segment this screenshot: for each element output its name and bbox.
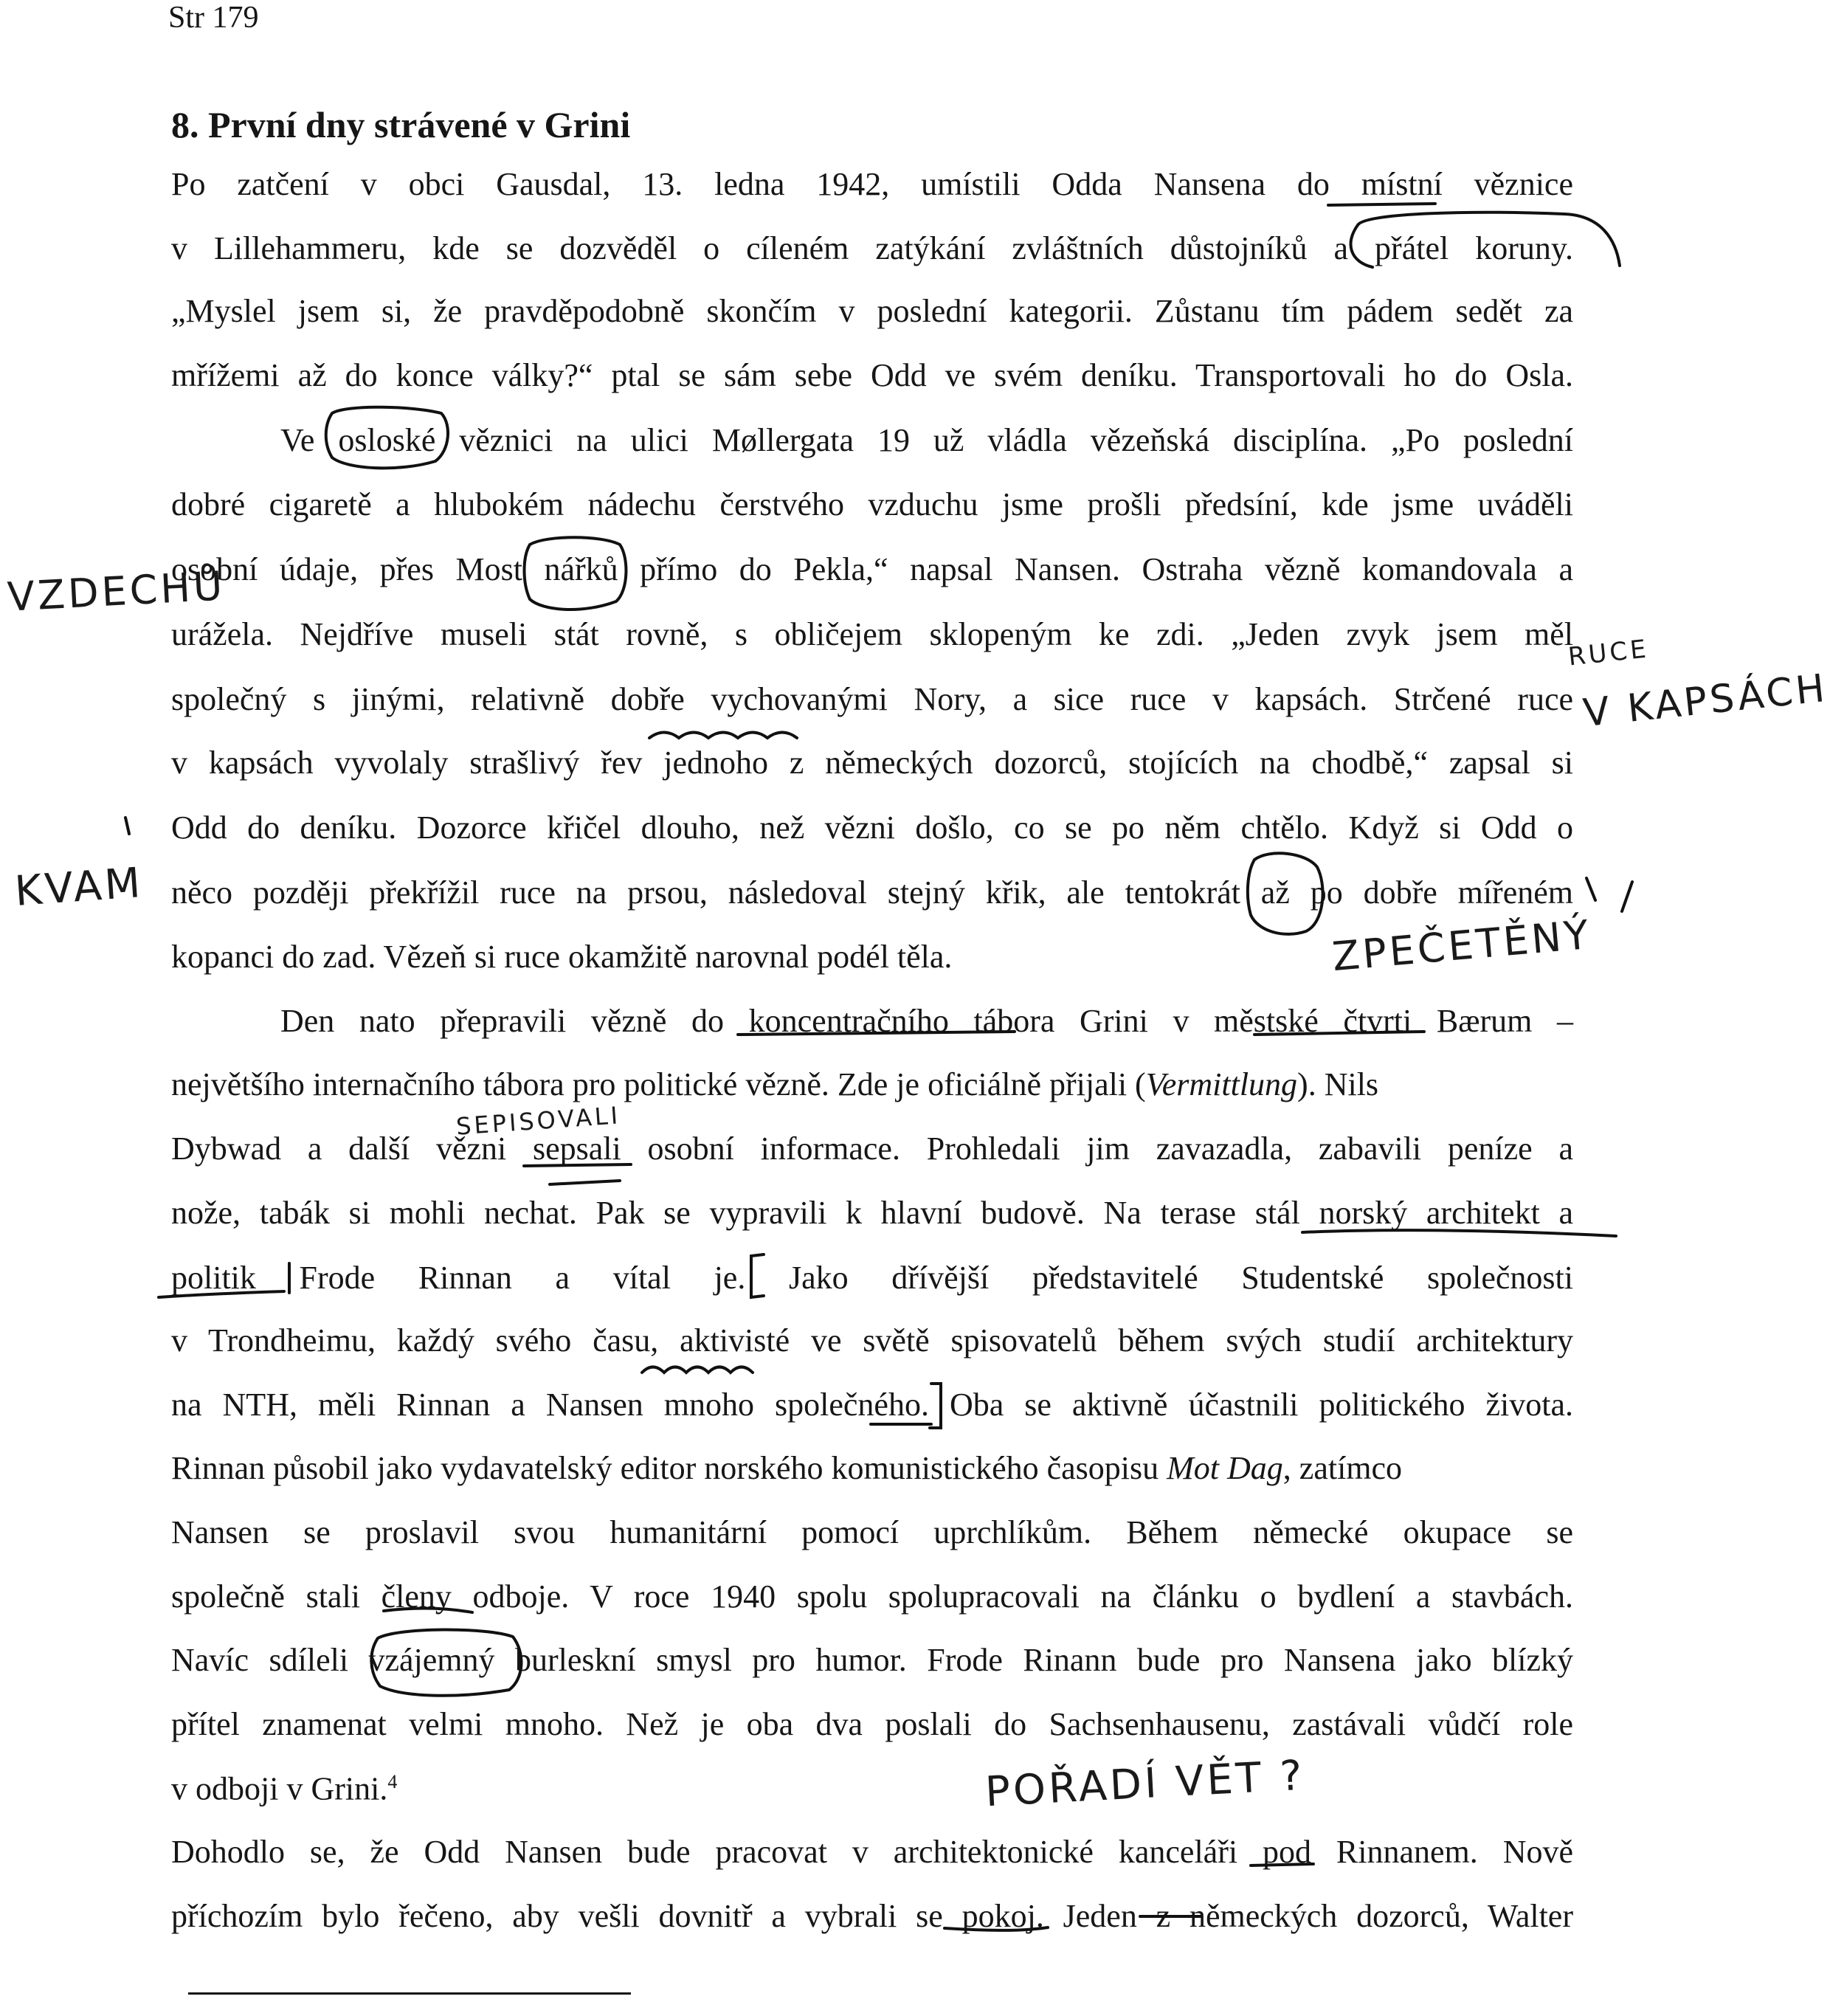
text-line: Navíc sdíleli vzájemný burleskní smysl pro humor. Frode Rinann bude pro Nansena jako blízký (171, 1642, 1573, 1678)
wavy-underline-mark (642, 1367, 753, 1373)
underline-mark (384, 1608, 472, 1612)
bracket-mark (751, 1254, 764, 1297)
text-line: osobní údaje, přes Most nářků přímo do Pekla,“ napsal Nansen. Ostraha vězně komandovala a (171, 551, 1573, 587)
text-line: „Myslel jsem si, že pravděpodobně skončím v poslední kategorii. Zůstanu tím pádem sedět za (171, 293, 1573, 329)
text-line: v Trondheimu, každý svého času, aktivisté ve světě spisovatelů během svých studií architektury (171, 1322, 1573, 1359)
text-line: Den nato přepravili vězně do koncentračního tábora Grini v městské čtvrti Bærum – (280, 1003, 1573, 1039)
text-line: Odd do deníku. Dozorce křičel dlouho, než vězni došlo, co se po něm chtělo. Když si Odd o (171, 809, 1573, 846)
underline-mark (1302, 1230, 1616, 1236)
handwritten-note-kvam: KVAM (13, 859, 145, 916)
handwritten-note-vzdechu: VZDECHŮ (6, 562, 227, 621)
underline-mark (738, 1032, 1015, 1035)
text-line: politik Frode Rinnan a vítal je. Jako dřívější představitelé Studentské společnosti (171, 1260, 1573, 1296)
underline-mark (524, 1164, 631, 1166)
handwritten-note-v-kapsach: V KAPSÁCH (1581, 666, 1830, 736)
text-line: největšího internačního tábora pro politické vězně. Zde je oficiálně přijali (Vermittlung). Nils (171, 1066, 1379, 1102)
margin-tick-mark (125, 818, 129, 834)
underline-mark (1254, 1032, 1424, 1035)
text-line: Po zatčení v obci Gausdal, 13. ledna 1942, umístili Odda Nansena do místní věznice (171, 166, 1573, 202)
margin-tick-mark (1586, 878, 1595, 900)
chapter-title: 8. První dny strávené v Grini (171, 104, 631, 145)
text-line: příchozím bylo řečeno, aby vešli dovnitř a vybrali se pokoj. Jeden z německých dozorců, Walter (171, 1898, 1573, 1934)
underline-mark (1328, 204, 1435, 205)
circle-mark (1248, 853, 1323, 934)
text-line: společně stali členy odboje. V roce 1940 spolu spolupracovali na článku o bydlení a stavbách. (171, 1578, 1573, 1615)
text-line: v odboji v Grini.$^4$ (171, 1770, 398, 1807)
text-line: Rinnan působil jako vydavatelský editor norského komunistického časopisu Mot Dag, zatímco (171, 1450, 1403, 1486)
text-line: dobré cigaretě a hlubokém nádechu čerstvého vzduchu jsme prošli předsíní, kde jsme uváděli (171, 486, 1573, 522)
text-line: na NTH, měli Rinnan a Nansen mnoho společného. Oba se aktivně účastnili politického života. (171, 1387, 1573, 1423)
footnote-marker: 4 (387, 1771, 398, 1792)
underline-mark (550, 1181, 620, 1184)
text-line: nože, tabák si mohli nechat. Pak se vypravili k hlavní budově. Na terase stál norský architekt a (171, 1195, 1573, 1231)
text-line: Dybwad a další vězni sepsali osobní informace. Prohledali jim zavazadla, zabavili peníze a (171, 1130, 1573, 1167)
text-line: v kapsách vyvolaly strašlivý řev jednoho z německých dozorců, stojících na chodbě,“ zapsal si (171, 745, 1573, 781)
underline-mark (1251, 1864, 1313, 1865)
handwritten-note-ruce: RUCE (1567, 634, 1651, 672)
handwritten-note-sepisovali: SEPISOVALI (455, 1101, 622, 1141)
text-line: Ve osloské věznici na ulici Møllergata 19 už vládla vězeňská disciplína. „Po poslední (280, 422, 1573, 458)
handwritten-note-porazi-vet: POŘADÍ VĚT ? (984, 1751, 1307, 1817)
text-line: něco později překřížil ruce na prsou, následoval stejný křik, ale tentokrát až po dobře mířeném (171, 874, 1573, 911)
wavy-underline-mark (649, 733, 797, 739)
circle-mark (371, 1629, 521, 1695)
text-line: přítel znamenat velmi mnoho. Než je oba dva poslali do Sachsenhausenu, zastávali vůdčí role (171, 1706, 1573, 1742)
circle-mark (1350, 213, 1620, 267)
handwritten-note-zpeceteny: ZPEČETĚNÝ (1330, 911, 1594, 981)
margin-tick-mark (1622, 882, 1632, 911)
text-line: mřížemi až do konce války?“ ptal se sám sebe Odd ve svém deníku. Transportovali ho do Osla. (171, 357, 1573, 393)
page-number: Str 179 (168, 1, 259, 35)
circle-mark (326, 407, 448, 469)
underline-mark (945, 1927, 1048, 1930)
text-line: v Lillehammeru, kde se dozvěděl o cíleném zatýkání zvláštních důstojníků a přátel koruny. (171, 230, 1573, 266)
text-line: urážela. Nejdříve museli stát rovně, s obličejem sklopeným ke zdi. „Jeden zvyk jsem měl (171, 616, 1573, 652)
text-line: Dohodlo se, že Odd Nansen bude pracovat v architektonické kanceláři pod Rinnanem. Nově (171, 1834, 1573, 1870)
text-line: společný s jinými, relativně dobře vychovanými Nory, a sice ruce v kapsách. Strčené ruce (171, 681, 1573, 717)
bracket-mark (930, 1384, 941, 1428)
text-line: Nansen se proslavil svou humanitární pomocí uprchlíkům. Během německé okupace se (171, 1514, 1573, 1550)
underline-mark (159, 1291, 284, 1297)
text-line: kopanci do zad. Vězeň si ruce okamžitě narovnal podél těla. (171, 939, 953, 975)
circle-mark (525, 537, 626, 610)
